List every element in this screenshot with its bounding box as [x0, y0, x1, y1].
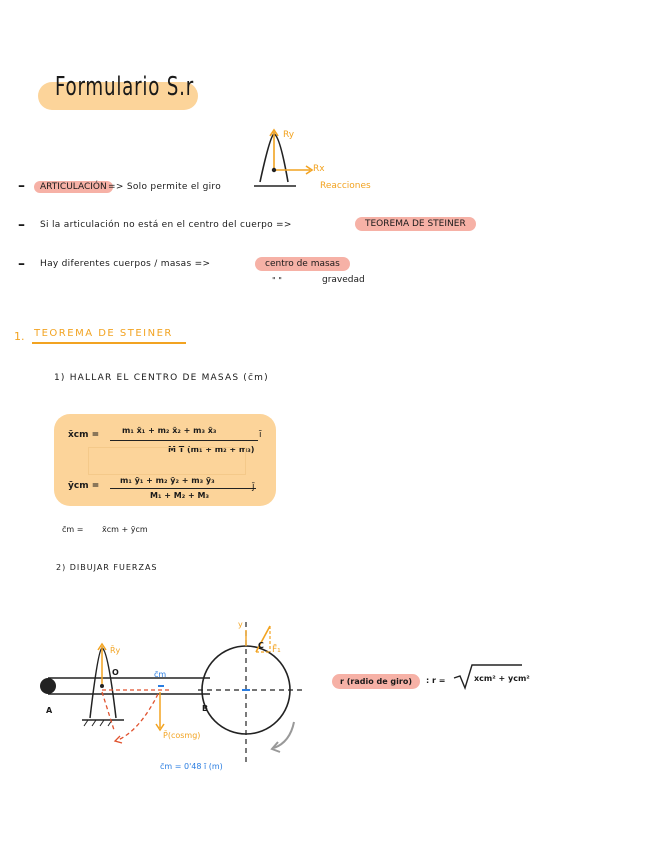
- point-b-label: B: [202, 704, 209, 713]
- cm-lhs: c̄m =: [62, 525, 84, 534]
- disc-diagram: [198, 612, 308, 772]
- bullet-dash: –: [18, 178, 25, 194]
- formula-guide-box: [88, 447, 246, 475]
- f1-label: F̄₁: [272, 645, 281, 655]
- bullet-text: => Solo permite el giro: [108, 182, 222, 192]
- bullet-dash: –: [18, 256, 25, 272]
- weight-label: P̄(cosmg): [163, 731, 201, 740]
- xcm-numerator: m₁ x̄₁ + m₂ x̄₂ + m₃ x̄₃: [122, 426, 217, 435]
- step-2: 2) DIBUJAR FUERZAS: [56, 563, 158, 572]
- ycm-numerator: m₁ ȳ₁ + m₂ ȳ₂ + m₃ ȳ₃: [120, 476, 215, 485]
- reactions-label: Reacciones: [320, 181, 371, 191]
- cm-label: c̄m: [154, 670, 167, 679]
- section-number: 1.: [14, 330, 25, 343]
- cm-rhs: x̄cm + ȳcm: [102, 525, 148, 534]
- centro-masas-tag: centro de masas: [255, 257, 350, 271]
- bullet-dash: –: [18, 217, 25, 233]
- ycm-fraction-bar: [110, 488, 256, 489]
- ycm-denominator: M₁ + M₂ + M₃: [150, 491, 209, 500]
- point-a-label: A: [46, 706, 53, 715]
- bullet-text: Hay diferentes cuerpos / masas =>: [40, 259, 211, 269]
- radius-formula: : r =: [426, 676, 446, 685]
- section-title: TEOREMA DE STEINER: [34, 328, 173, 339]
- point-c-label: C: [258, 641, 264, 650]
- gravedad-text: gravedad: [322, 275, 365, 285]
- bullet-text: Si la articulación no está en el centro del cuerpo =>: [40, 220, 292, 230]
- point-o-label: O: [112, 668, 119, 677]
- cm-value: c̄m = 0'48 ī (m): [160, 762, 223, 771]
- xcm-unit: ī: [259, 430, 262, 440]
- ycm-label: ȳcm =: [68, 481, 100, 491]
- reaction-rx-label: Rx: [313, 164, 325, 174]
- xcm-label: x̄cm =: [68, 430, 100, 440]
- articulacion-tag: ARTICULACIÓN: [34, 181, 113, 193]
- page-title: Formulario S.r: [55, 72, 194, 102]
- ditto-marks: " ": [272, 276, 282, 285]
- steiner-tag: TEOREMA DE STEINER: [355, 217, 476, 231]
- radius-root: xcm² + ycm²: [474, 674, 530, 683]
- xcm-fraction-bar: [110, 440, 258, 441]
- ycm-unit: j̄: [252, 482, 255, 492]
- xcm-denominator: M T (m₁ + m₂ + m₃): [168, 445, 255, 454]
- ry-label: R̄y: [110, 646, 121, 655]
- radio-giro-tag: r (radio de giro): [332, 674, 420, 689]
- section-underline: [32, 342, 186, 344]
- y-axis-label: y: [238, 620, 243, 629]
- step-1: 1) HALLAR EL CENTRO DE MASAS (c̄m): [54, 373, 269, 383]
- reaction-ry-label: Ry: [283, 130, 295, 140]
